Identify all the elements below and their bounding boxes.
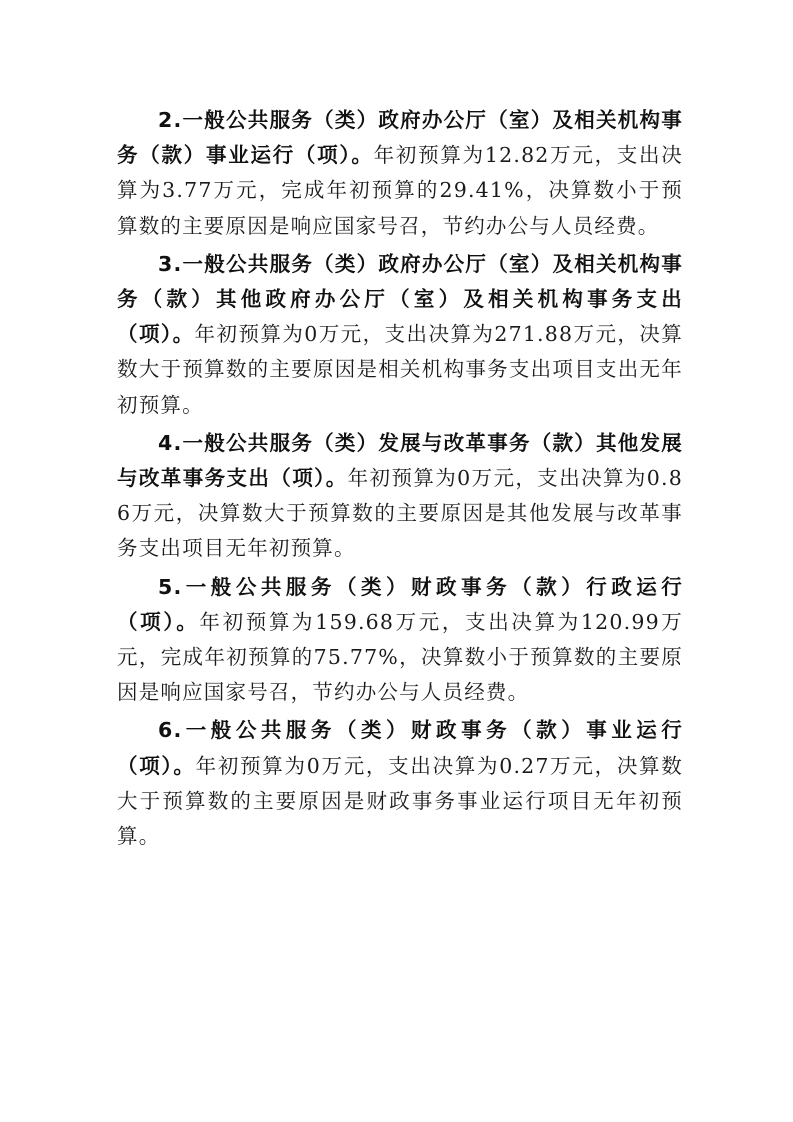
paragraph-text: 年初预算为159.68万元，支出决算为120.99万元，完成年初预算的75.77%，决算数小于预算数的主要原因是响应国家号召，节约办公与人员经费。: [117, 609, 683, 705]
paragraph-item-3: [117, 247, 683, 423]
paragraph-text: 年初预算为12.82万元，支出决算为3.77万元，完成年初预算的29.41%，决算数小于预算数的主要原因是响应国家号召，节约办公与人员经费。: [117, 143, 683, 238]
paragraph-heading: 6.一般公共服务（类）财政事务（款）事业运行（项）。: [117, 718, 683, 778]
paragraph-heading: 2.一般公共服务（类）政府办公厅（室）及相关机构事务（款）事业运行（项）。: [117, 108, 683, 168]
paragraph-heading: 5.一般公共服务（类）财政事务（款）行政运行（项）。: [117, 574, 683, 634]
paragraph-text: 年初预算为0万元，支出决算为0.86万元，决算数大于预算数的主要原因是其他发展与改革事务支出项目无年初预算。: [117, 466, 683, 561]
paragraph-item-2: [117, 103, 683, 244]
document-body: [117, 103, 683, 854]
paragraph-text: 年初预算为0万元，支出决算为0.27万元，决算数大于预算数的主要原因是财政事务事业运行项目无年初预算。: [117, 753, 683, 849]
paragraph-text: 年初预算为0万元，支出决算为271.88万元，决算数大于预算数的主要原因是相关机构事务支出项目支出无年初预算。: [117, 322, 683, 417]
paragraph-heading: 3.一般公共服务（类）政府办公厅（室）及相关机构事务（款）其他政府办公厅（室）及相关机构事务支出（项）。: [117, 251, 683, 347]
paragraph-heading: 4.一般公共服务（类）发展与改革事务（款）其他发展与改革事务支出（项）。: [117, 430, 683, 491]
paragraph-item-5: [117, 570, 683, 711]
paragraph-item-6: [117, 713, 683, 854]
paragraph-item-4: [117, 426, 683, 567]
